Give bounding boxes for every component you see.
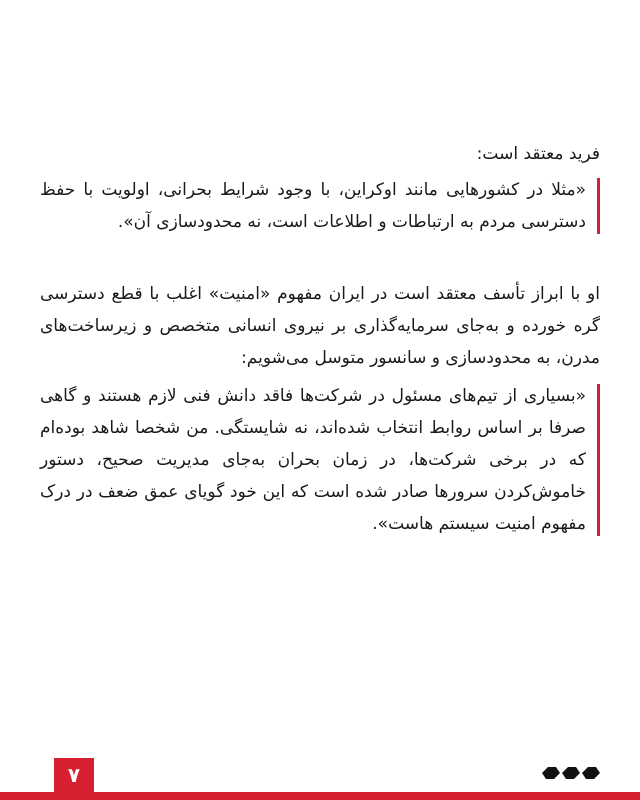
quote-bar [597,384,600,536]
quote-text-1: «مثلا در کشورهایی مانند اوکراین، با وجود شرایط بحرانی، اولویت با حفظ دسترسی مردم به ارتباطات و اطلاعات است، نه محدودسازی آن». [40,180,586,232]
quote-block-1 [40,174,600,238]
intro-label: فرید معتقد است: [476,144,600,164]
logo-dot-2 [562,767,580,779]
page-number-badge [54,758,94,792]
quote-block-2 [40,380,600,540]
quote-bar [597,178,600,234]
body-paragraph: او با ابراز تأسف معتقد است در ایران مفهوم «امنیت» اغلب با قطع دسترسی گره خورده و به‌جای سرمایه‌گذاری بر نیروی انسانی متخصص و زیرساخت‌های مدرن، به محدودسازی و سانسور متوسل می‌شویم: [40,284,600,368]
page-number: ۷ [67,763,81,787]
quote-text-2: «بسیاری از تیم‌های مسئول در شرکت‌ها فاقد دانش فنی لازم هستند و گاهی صرفا بر اساس روابط انتخاب شده‌اند، نه شایستگی. من شخصا شاهد بوده‌ام که در برخی شرکت‌ها، در زمان بحران به‌جای مدیریت صحیح، دستور خاموش‌کردن سرورها صادر شده است که این خود گویای عمق ضعف در درک مفهوم امنیت سیستم هاست». [40,386,586,534]
logo-dot-1 [542,767,560,779]
article-body [40,140,600,540]
three-dots-logo-icon [540,765,602,781]
footer-bar [0,792,640,800]
logo-dot-3 [582,767,600,779]
